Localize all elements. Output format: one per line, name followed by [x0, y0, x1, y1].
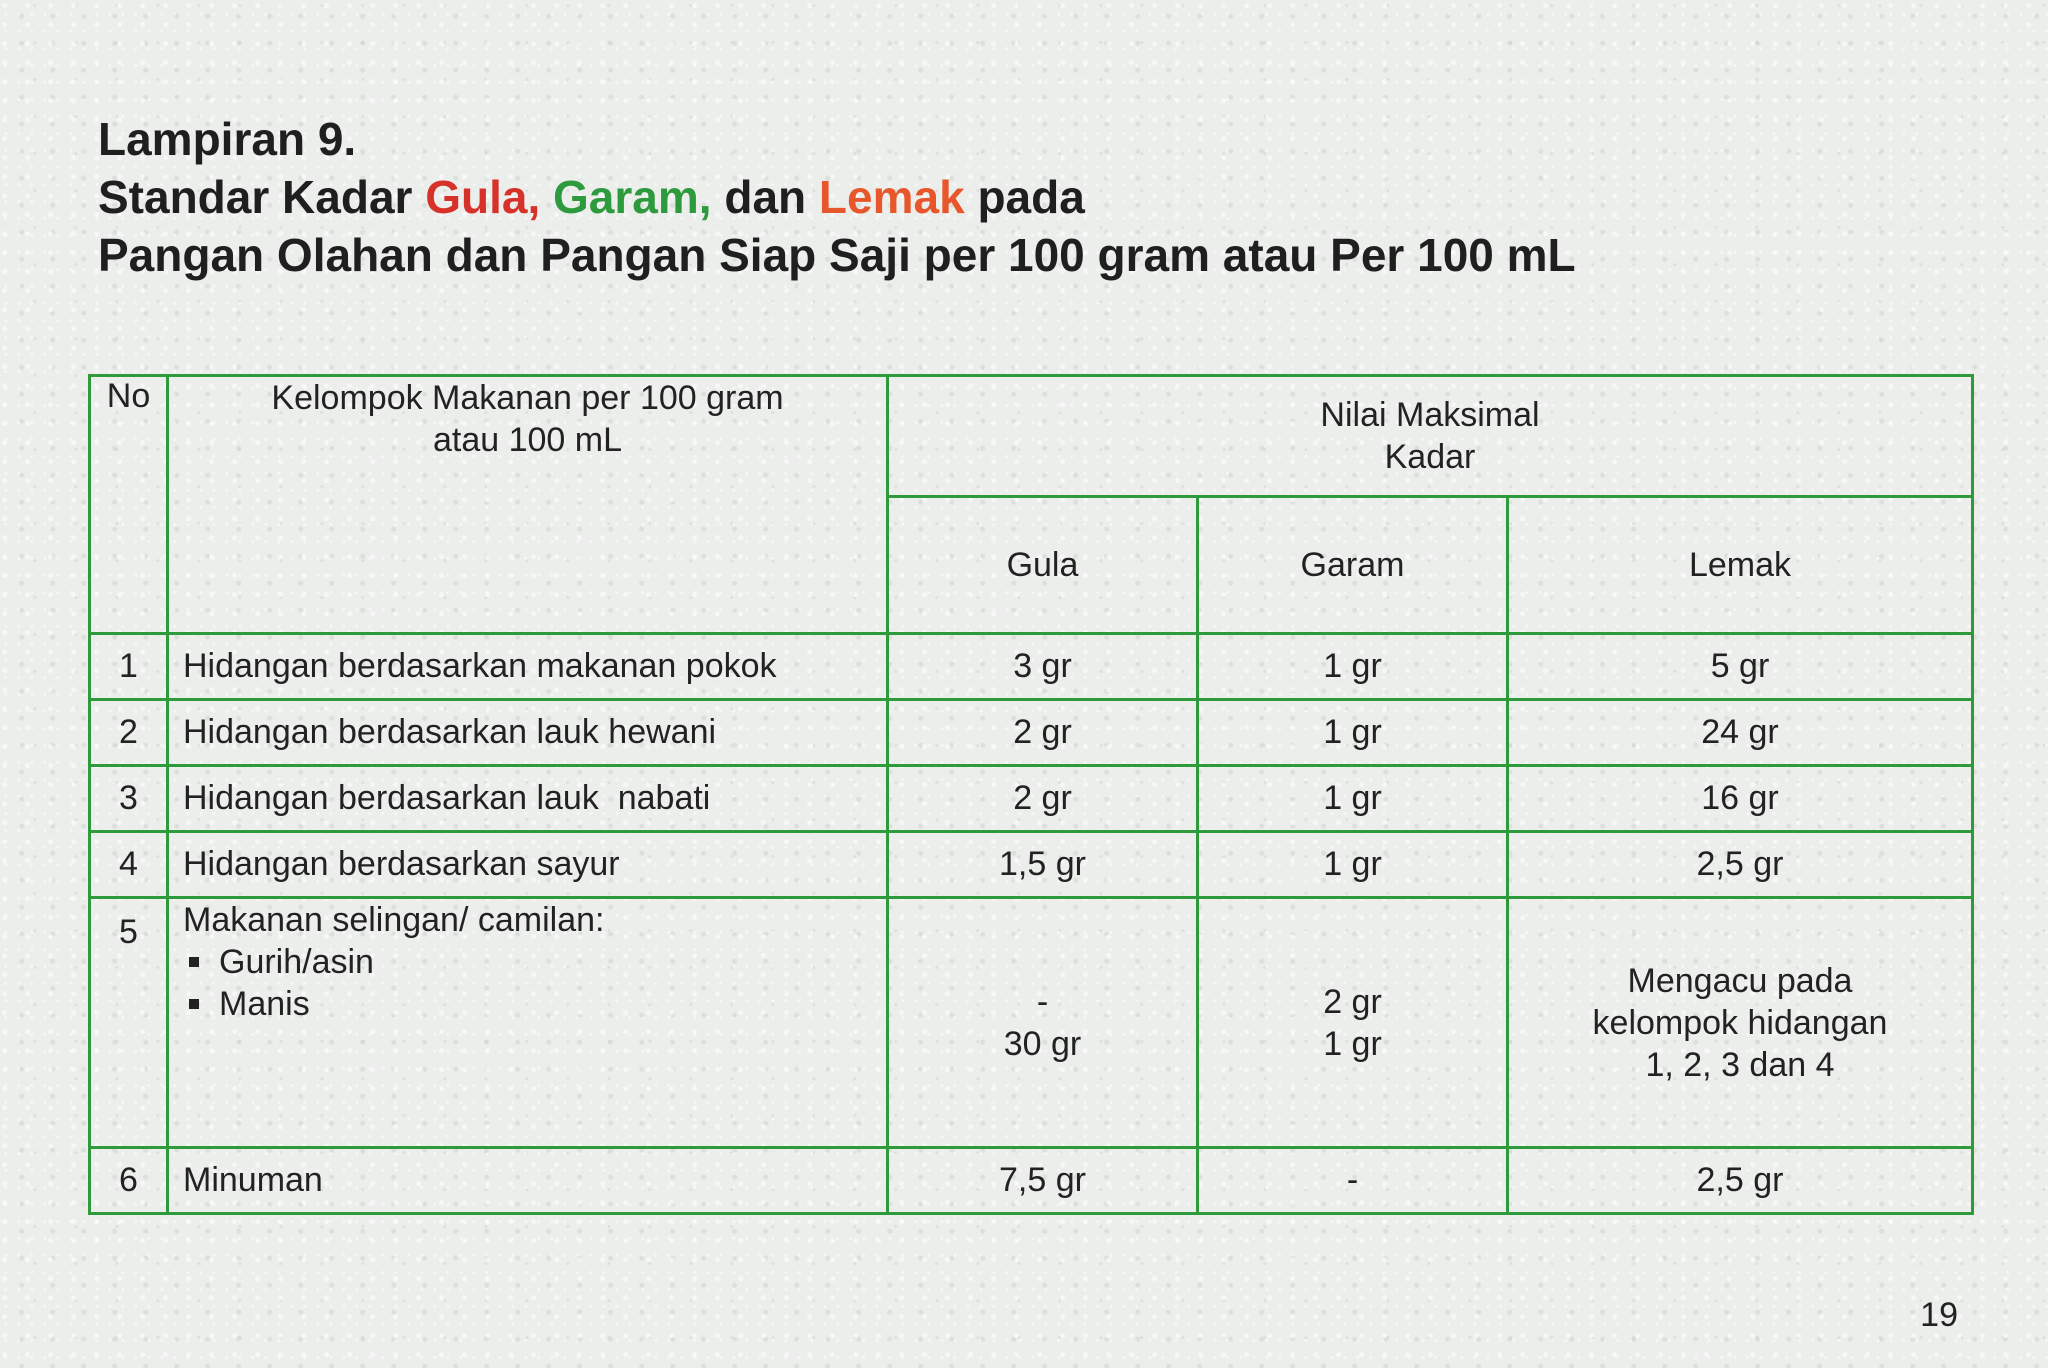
table-row	[90, 898, 1973, 1148]
title-pada: pada	[977, 171, 1085, 223]
cell-group: Hidangan berdasarkan sayur	[168, 832, 888, 898]
bullet-square-icon	[189, 999, 199, 1009]
title-gula: Gula,	[425, 171, 541, 223]
header-row	[90, 376, 1973, 497]
cell-no: 4	[90, 832, 168, 898]
bullet-square-icon	[189, 957, 199, 967]
title-prefix: Standar Kadar	[98, 171, 426, 223]
value-line: Mengacu pada	[1627, 961, 1853, 1000]
list-item	[189, 983, 872, 1025]
cell-gula	[888, 898, 1198, 1148]
header-gula: Gula	[888, 497, 1198, 634]
header-group-line-2: atau 100 mL	[432, 421, 623, 459]
kadar-table	[88, 374, 1974, 1215]
cell-no: 5	[90, 898, 168, 1148]
value-line: -	[1036, 982, 1049, 1021]
cell-no: 2	[90, 700, 168, 766]
header-group	[168, 376, 888, 634]
cell-garam	[1198, 898, 1508, 1148]
table-row	[90, 700, 1973, 766]
cell-gula: 7,5 gr	[888, 1148, 1198, 1214]
value-line: 1, 2, 3 dan 4	[1645, 1045, 1835, 1084]
table-row	[90, 832, 1973, 898]
table-row	[90, 634, 1973, 700]
cell-lemak: 24 gr	[1508, 700, 1973, 766]
cell-no: 3	[90, 766, 168, 832]
title-dan: dan	[724, 171, 807, 223]
cell-garam: 1 gr	[1198, 832, 1508, 898]
title-line-2	[98, 168, 1576, 226]
cell-gula: 3 gr	[888, 634, 1198, 700]
cell-no: 1	[90, 634, 168, 700]
cell-lemak: 16 gr	[1508, 766, 1973, 832]
group-subitems	[183, 941, 872, 1025]
page-number: 19	[1920, 1296, 1958, 1334]
cell-group: Hidangan berdasarkan makanan pokok	[168, 634, 888, 700]
cell-group: Hidangan berdasarkan lauk nabati	[168, 766, 888, 832]
value-line: 30 gr	[1003, 1024, 1082, 1063]
header-nilai-line-1: Nilai Maksimal	[1320, 396, 1540, 434]
header-nilai-line-2: Kadar	[1384, 438, 1476, 476]
list-item	[189, 941, 872, 983]
title-line-1: Lampiran 9.	[98, 113, 357, 165]
title-garam: Garam,	[553, 171, 712, 223]
header-nilai	[888, 376, 1973, 497]
value-line: 2 gr	[1323, 982, 1382, 1021]
cell-lemak: 2,5 gr	[1508, 1148, 1973, 1214]
header-garam: Garam	[1198, 497, 1508, 634]
list-item-label: Gurih/asin	[219, 943, 374, 981]
value-line: 1 gr	[1323, 1024, 1382, 1063]
title-line-3: Pangan Olahan dan Pangan Siap Saji per 100 gram atau Per 100 mL	[98, 229, 1576, 281]
page-title	[98, 110, 1576, 284]
title-lemak: Lemak	[818, 171, 965, 223]
cell-gula: 2 gr	[888, 766, 1198, 832]
cell-no: 6	[90, 1148, 168, 1214]
list-item-label: Manis	[219, 985, 310, 1023]
table-row	[90, 766, 1973, 832]
cell-garam: 1 gr	[1198, 766, 1508, 832]
cell-lemak	[1508, 898, 1973, 1148]
cell-lemak: 2,5 gr	[1508, 832, 1973, 898]
cell-gula: 2 gr	[888, 700, 1198, 766]
cell-garam: -	[1198, 1148, 1508, 1214]
cell-group: Hidangan berdasarkan lauk hewani	[168, 700, 888, 766]
value-line: kelompok hidangan	[1592, 1003, 1888, 1042]
cell-group	[168, 898, 888, 1148]
header-group-line-1: Kelompok Makanan per 100 gram	[271, 379, 784, 417]
header-lemak: Lemak	[1508, 497, 1973, 634]
group-heading: Makanan selingan/ camilan:	[183, 901, 605, 939]
cell-group: Minuman	[168, 1148, 888, 1214]
cell-gula: 1,5 gr	[888, 832, 1198, 898]
table-row	[90, 1148, 1973, 1214]
cell-lemak: 5 gr	[1508, 634, 1973, 700]
cell-garam: 1 gr	[1198, 700, 1508, 766]
cell-garam: 1 gr	[1198, 634, 1508, 700]
header-no: No	[90, 376, 168, 634]
